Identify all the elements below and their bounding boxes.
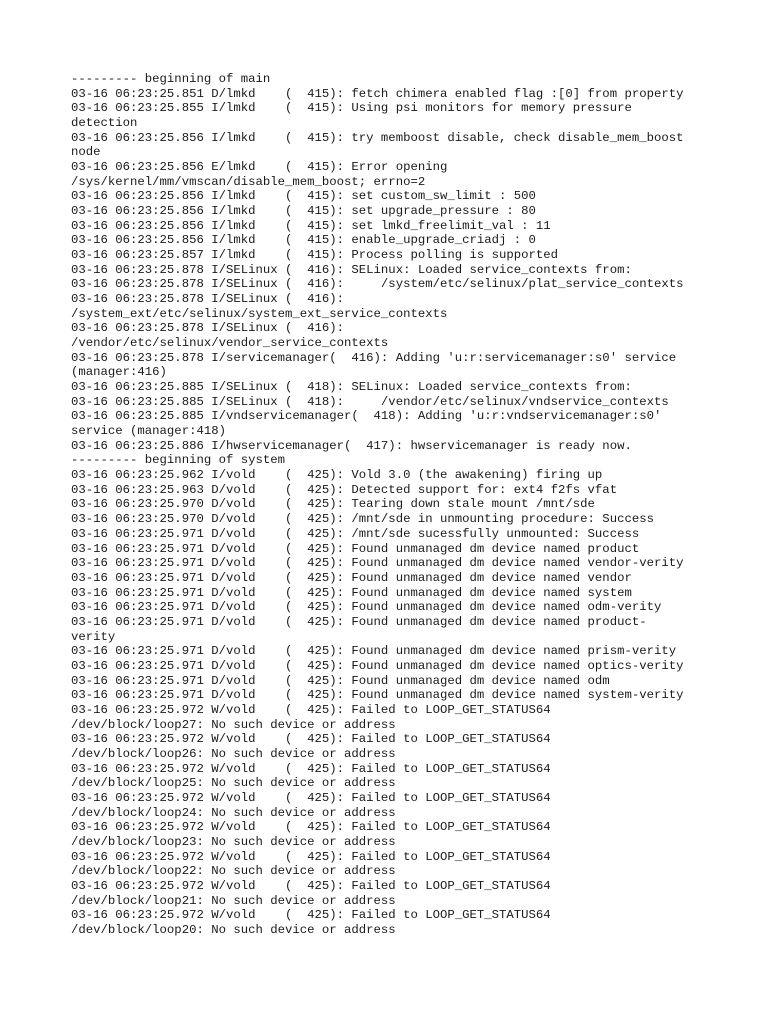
log-line: 03-16 06:23:25.856 E/lmkd ( 415): Error opening xyxy=(71,160,448,175)
log-line: 03-16 06:23:25.856 I/lmkd ( 415): set lmkd_freelimit_val : 11 xyxy=(71,218,551,233)
log-line: 03-16 06:23:25.886 I/hwservicemanager( 417): hwservicemanager is ready now. xyxy=(71,438,632,453)
log-line: 03-16 06:23:25.971 D/vold ( 425): Found unmanaged dm device named system xyxy=(71,585,632,600)
log-text xyxy=(71,72,711,938)
log-line: 03-16 06:23:25.972 W/vold ( 425): Failed to LOOP_GET_STATUS64 xyxy=(71,761,551,776)
log-line: 03-16 06:23:25.856 I/lmkd ( 415): enable_upgrade_criadj : 0 xyxy=(71,233,536,248)
log-line: 03-16 06:23:25.963 D/vold ( 425): Detected support for: ext4 f2fs vfat xyxy=(71,482,618,497)
log-line: verity xyxy=(71,629,116,644)
log-line: /dev/block/loop21: No such device or address xyxy=(71,893,396,908)
log-line: 03-16 06:23:25.885 I/SELinux ( 418): SELinux: Loaded service_contexts from: xyxy=(71,380,632,395)
log-line: 03-16 06:23:25.885 I/SELinux ( 418): /vendor/etc/selinux/vndservice_contexts xyxy=(71,394,669,409)
log-line: 03-16 06:23:25.885 I/vndservicemanager( 418): Adding 'u:r:vndservicemanager:s0' xyxy=(71,409,662,424)
log-line: 03-16 06:23:25.970 D/vold ( 425): Tearing down stale mount /mnt/sde xyxy=(71,497,595,512)
log-line: 03-16 06:23:25.972 W/vold ( 425): Failed to LOOP_GET_STATUS64 xyxy=(71,790,551,805)
log-line: (manager:416) xyxy=(71,365,167,380)
log-line: 03-16 06:23:25.878 I/servicemanager( 416): Adding 'u:r:servicemanager:s0' service xyxy=(71,350,677,365)
log-line: 03-16 06:23:25.972 W/vold ( 425): Failed to LOOP_GET_STATUS64 xyxy=(71,820,551,835)
log-line: service (manager:418) xyxy=(71,424,226,439)
log-line: /dev/block/loop24: No such device or address xyxy=(71,805,396,820)
log-line: /vendor/etc/selinux/vendor_service_contexts xyxy=(71,336,389,351)
log-line: 03-16 06:23:25.972 W/vold ( 425): Failed to LOOP_GET_STATUS64 xyxy=(71,732,551,747)
log-line: 03-16 06:23:25.856 I/lmkd ( 415): set upgrade_pressure : 80 xyxy=(71,204,536,219)
log-line: 03-16 06:23:25.971 D/vold ( 425): Found unmanaged dm device named odm-verity xyxy=(71,600,662,615)
log-line: 03-16 06:23:25.971 D/vold ( 425): Found unmanaged dm device named product xyxy=(71,541,640,556)
log-line: /dev/block/loop22: No such device or address xyxy=(71,864,396,879)
log-line: /dev/block/loop25: No such device or address xyxy=(71,776,396,791)
log-line: 03-16 06:23:25.851 D/lmkd ( 415): fetch chimera enabled flag :[0] from property xyxy=(71,86,684,101)
log-line: 03-16 06:23:25.971 D/vold ( 425): Found unmanaged dm device named system-verity xyxy=(71,688,684,703)
log-line: 03-16 06:23:25.972 W/vold ( 425): Failed to LOOP_GET_STATUS64 xyxy=(71,849,551,864)
log-line: 03-16 06:23:25.971 D/vold ( 425): Found unmanaged dm device named product- xyxy=(71,614,647,629)
log-line: detection xyxy=(71,116,138,131)
log-line: 03-16 06:23:25.972 W/vold ( 425): Failed to LOOP_GET_STATUS64 xyxy=(71,878,551,893)
log-line: /system_ext/etc/selinux/system_ext_service_contexts xyxy=(71,306,448,321)
log-line: /dev/block/loop23: No such device or address xyxy=(71,834,396,849)
log-line: 03-16 06:23:25.962 I/vold ( 425): Vold 3.0 (the awakening) firing up xyxy=(71,468,603,483)
log-line: --------- beginning of main xyxy=(71,72,271,86)
log-line: --------- beginning of system xyxy=(71,453,286,468)
log-line: 03-16 06:23:25.878 I/SELinux ( 416): /system/etc/selinux/plat_service_contexts xyxy=(71,277,684,292)
log-line: 03-16 06:23:25.878 I/SELinux ( 416): xyxy=(71,292,345,307)
log-line: 03-16 06:23:25.971 D/vold ( 425): Found unmanaged dm device named odm xyxy=(71,673,610,688)
log-line: 03-16 06:23:25.971 D/vold ( 425): Found unmanaged dm device named vendor xyxy=(71,570,632,585)
log-line: 03-16 06:23:25.878 I/SELinux ( 416): xyxy=(71,321,345,336)
log-line: 03-16 06:23:25.971 D/vold ( 425): Found unmanaged dm device named optics-verity xyxy=(71,658,684,673)
log-line: /sys/kernel/mm/vmscan/disable_mem_boost; errno=2 xyxy=(71,174,426,189)
log-line: 03-16 06:23:25.972 W/vold ( 425): Failed to LOOP_GET_STATUS64 xyxy=(71,702,551,717)
log-line: /dev/block/loop20: No such device or address xyxy=(71,922,396,937)
log-line: 03-16 06:23:25.878 I/SELinux ( 416): SELinux: Loaded service_contexts from: xyxy=(71,262,632,277)
log-line: 03-16 06:23:25.972 W/vold ( 425): Failed to LOOP_GET_STATUS64 xyxy=(71,908,551,923)
log-line: 03-16 06:23:25.855 I/lmkd ( 415): Using psi monitors for memory pressure xyxy=(71,101,632,116)
log-line: 03-16 06:23:25.971 D/vold ( 425): /mnt/sde sucessfully unmounted: Success xyxy=(71,526,640,541)
log-line: 03-16 06:23:25.857 I/lmkd ( 415): Process polling is supported xyxy=(71,248,559,263)
log-line: /dev/block/loop26: No such device or address xyxy=(71,746,396,761)
log-line: 03-16 06:23:25.856 I/lmkd ( 415): set custom_sw_limit : 500 xyxy=(71,189,536,204)
log-line: /dev/block/loop27: No such device or address xyxy=(71,717,396,732)
log-line: 03-16 06:23:25.970 D/vold ( 425): /mnt/sde in unmounting procedure: Success xyxy=(71,512,654,527)
log-line: 03-16 06:23:25.856 I/lmkd ( 415): try memboost disable, check disable_mem_boost xyxy=(71,130,684,145)
log-line: node xyxy=(71,145,101,160)
log-line: 03-16 06:23:25.971 D/vold ( 425): Found unmanaged dm device named vendor-verity xyxy=(71,556,684,571)
log-line: 03-16 06:23:25.971 D/vold ( 425): Found unmanaged dm device named prism-verity xyxy=(71,644,677,659)
